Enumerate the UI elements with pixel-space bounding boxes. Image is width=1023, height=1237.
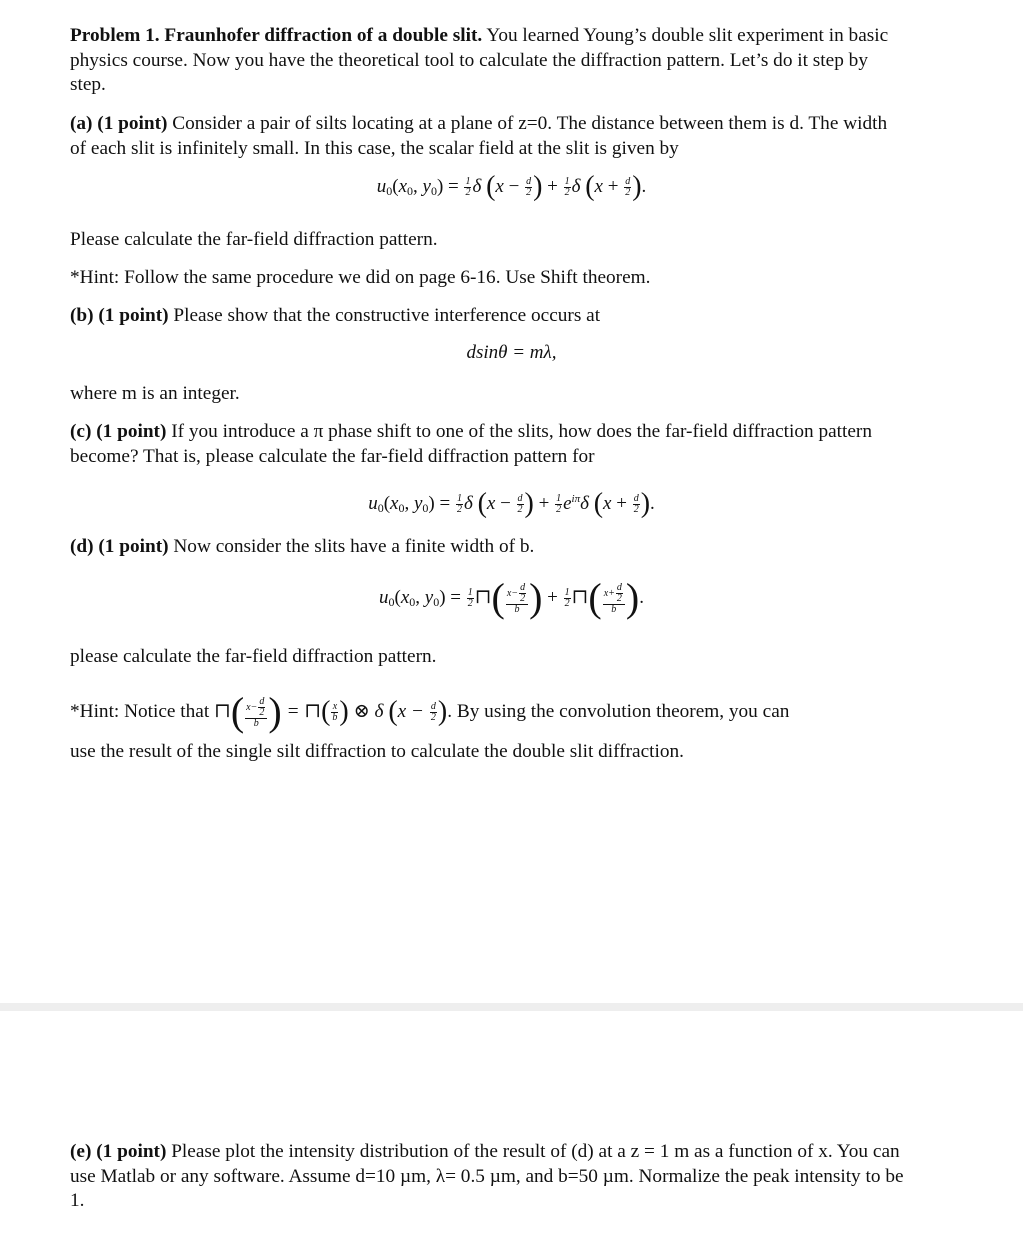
part-e-body: Please plot the intensity distribution of the result of (d) at a z = 1 m as a function of x. You can use Matlab or any software. Assume d=10 µm, λ= 0.5 µm, and b=50 µm. Normalize the peak intensity to be 1.	[70, 1141, 904, 1211]
problem-title: Problem 1. Fraunhofer diffraction of a double slit.	[70, 25, 483, 46]
part-a-label: (a) (1 point)	[70, 113, 168, 134]
part-d-hint-pre: *Hint: Notice that	[70, 701, 210, 722]
part-a-hint: *Hint: Follow the same procedure we did on page 6-16. Use Shift theorem.	[70, 267, 651, 288]
part-b-text	[70, 304, 905, 329]
problem-intro-text: You learned Young’s double slit experiment in basic physics course. Now you have the theoretical tool to calculate the diffraction pattern. Let’s do it step by step.	[70, 25, 889, 95]
part-d-text	[70, 535, 905, 560]
part-d-hint	[70, 691, 905, 732]
part-c-text	[70, 420, 905, 469]
part-e-text	[70, 1140, 905, 1214]
part-c-label: (c) (1 point)	[70, 421, 167, 442]
part-b-after: where m is an integer.	[70, 383, 240, 404]
equation-b	[0, 338, 1023, 368]
part-d-body: Now consider the slits have a finite width of b.	[168, 536, 535, 557]
equation-a: $u_0(x_0$, $y_0$) = $\frac{1}{2}$ δ (x − $\frac{d}{2}$ ) + $\frac{1}{2}$ δ (x + $\frac{d}{2}$ ).	[376, 171, 647, 202]
part-a-text	[70, 112, 905, 161]
problem-intro	[70, 24, 905, 98]
part-c-body: If you introduce a π phase shift to one of the slits, how does the far-field diffraction pattern become? That is, please calculate the far-field diffraction pattern for	[70, 421, 872, 467]
part-b-body: Please show that the constructive interference occurs at	[168, 305, 601, 326]
equation-b-text: dsinθ = mλ,	[466, 342, 557, 363]
part-d-hint-line2: use the result of the single silt diffraction to calculate the double slit diffraction.	[70, 741, 684, 762]
part-a-after: Please calculate the far-field diffraction pattern.	[70, 229, 438, 250]
part-d-after: please calculate the far-field diffraction pattern.	[70, 646, 437, 667]
part-a-body: Consider a pair of silts locating at a plane of z=0. The distance between them is d. The width of each slit is infinitely small. In this case, the scalar field at the slit is given by	[70, 113, 888, 159]
part-b-label: (b) (1 point)	[70, 305, 169, 326]
part-e-label: (e) (1 point)	[70, 1141, 167, 1162]
page-divider	[0, 1003, 1023, 1011]
hint-equation: ⊓( x− $\frac{d}{2}$ b ) = ⊓( $\frac{x}{b}$ ) ⊗ δ (x − $\frac{d}{2}$ )	[214, 689, 448, 734]
part-d-hint-post: . By using the convolution theorem, you can	[447, 701, 790, 722]
equation-d: $u_0(x_0$, $y_0$) = $\frac{1}{2}$ ⊓( x− $\frac{d}{2}$ b ) + $\frac{1}{2}$ ⊓( x+ $\frac{d}{2}$ b ).	[379, 575, 644, 620]
part-d-label: (d) (1 point)	[70, 536, 169, 557]
equation-c: $u_0(x_0$, $y_0$) = $\frac{1}{2}$ δ (x − $\frac{d}{2}$ ) + $\frac{1}{2}$ $e^{i\pi}\delta$ (x + $\frac{d}{2}$ ).	[368, 488, 655, 519]
